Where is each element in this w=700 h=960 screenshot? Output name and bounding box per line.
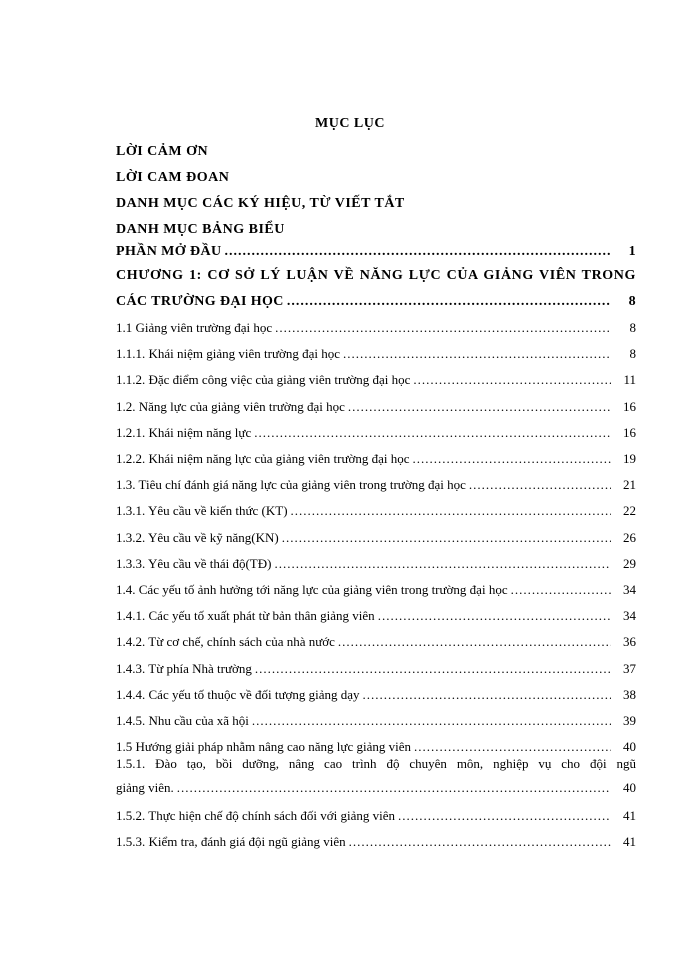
toc-entry: [116, 451, 636, 471]
toc-entry: [116, 425, 636, 445]
leader-dots: [338, 634, 611, 650]
toc-entry-label: 1.5.2. Thực hiện chế độ chính sách đối với giảng viên: [116, 808, 396, 823]
toc-entry-label: giảng viên.: [116, 780, 174, 795]
toc-entry-page: 36: [623, 634, 636, 650]
toc-entry-label: 1.4. Các yếu tố ảnh hưởng tới năng lực của giảng viên trong trường đại học: [116, 582, 508, 597]
leader-dots: [511, 582, 611, 598]
toc-title: MỤC LỤC: [315, 116, 385, 131]
toc-chapter1-line1: CHƯƠNG 1: CƠ SỞ LÝ LUẬN VỀ NĂNG LỰC CỦA GIẢNG VIÊN TRONG: [116, 268, 636, 283]
leader-dots: [469, 477, 611, 493]
toc-entry-label: 1.3.2. Yêu cầu về kỹ năng(KN): [116, 529, 279, 545]
toc-entry-page: 37: [623, 660, 636, 676]
toc-entry: [116, 582, 636, 602]
toc-head-declaration: LỜI CAM ĐOAN: [116, 170, 230, 185]
leader-dots: [348, 399, 611, 415]
leader-dots: [255, 661, 611, 677]
leader-dots: [414, 739, 611, 755]
toc-entry-label: 1.3. Tiêu chí đánh giá năng lực của giảng viên trong trường đại học: [116, 477, 466, 493]
toc-entry-label: 1.3.1. Yêu cầu về kiến thức (KT): [116, 503, 288, 519]
toc-entry: [116, 661, 636, 681]
toc-entry-page: 8: [628, 294, 636, 309]
toc-entry-page: 40: [623, 780, 636, 795]
toc-entry-label: 1.1.2. Đặc điểm công việc của giảng viên trường đại học: [116, 372, 411, 388]
toc-entry-page: 8: [629, 320, 636, 335]
toc-head-acknowledgement: LỜI CẢM ƠN: [116, 144, 209, 159]
leader-dots: [291, 503, 611, 519]
toc-entry-label: 1.1.1. Khái niệm giảng viên trường đại học: [116, 346, 341, 362]
toc-entry: [116, 713, 636, 733]
toc-entry: [116, 808, 636, 828]
toc-head-tables: DANH MỤC BẢNG BIỂU: [116, 222, 285, 237]
toc-entry-label: CÁC TRƯỜNG ĐẠI HỌC: [116, 294, 284, 309]
toc-entry-page: 34: [623, 582, 636, 597]
toc-entry-page: 34: [623, 608, 636, 624]
toc-entry: [116, 346, 636, 366]
leader-dots: [282, 530, 611, 546]
toc-entry-label: 1.5.3. Kiểm tra, đánh giá đội ngũ giảng viên: [116, 834, 346, 849]
toc-entry-page: 41: [623, 834, 636, 849]
toc-entry-label: 1.4.2. Từ cơ chế, chính sách của nhà nước: [116, 634, 335, 650]
toc-entry-page: 26: [623, 529, 636, 545]
toc-entry: [116, 399, 636, 419]
toc-entry-label: 1.4.4. Các yếu tố thuộc về đối tượng giảng dạy: [116, 686, 360, 702]
toc-entry-page: 21: [623, 477, 636, 493]
toc-entry-label: 1.2. Năng lực của giảng viên trường đại học: [116, 398, 345, 414]
toc-entry-151: [116, 780, 636, 800]
toc-entry: [116, 320, 636, 340]
leader-dots: [252, 713, 611, 729]
toc-entry-page: 8: [629, 346, 636, 362]
toc-entry-page: 40: [623, 739, 636, 755]
leader-dots: [287, 294, 611, 310]
toc-entry: [116, 503, 636, 523]
toc-entry: [116, 834, 636, 854]
toc-entry-label: 1.2.1. Khái niệm năng lực: [116, 424, 252, 440]
leader-dots: [398, 808, 611, 824]
toc-entry-151-line1: 1.5.1. Đào tạo, bồi dưỡng, nâng cao trình độ chuyên môn, nghiệp vụ cho đội ngũ: [116, 756, 636, 771]
toc-entry-label: 1.2.2. Khái niệm năng lực của giảng viên trường đại học: [116, 451, 410, 466]
leader-dots: [343, 346, 611, 362]
toc-entry: [116, 530, 636, 550]
toc-entry: [116, 477, 636, 497]
leader-dots: [177, 780, 611, 796]
toc-entry: [116, 687, 636, 707]
toc-entry-label: 1.3.3. Yêu cầu về thái độ(TĐ): [116, 555, 272, 571]
toc-head-abbreviations: DANH MỤC CÁC KÝ HIỆU, TỪ VIẾT TẮT: [116, 196, 405, 211]
leader-dots: [363, 687, 611, 703]
toc-entry-page: 38: [623, 686, 636, 702]
toc-entry: [116, 608, 636, 628]
leader-dots: [413, 451, 611, 467]
toc-entry-label: 1.4.3. Từ phía Nhà trường: [116, 660, 252, 676]
toc-entry: [116, 634, 636, 654]
toc-entry-label: 1.4.5. Nhu cầu của xã hội: [116, 713, 249, 728]
toc-entry-page: 16: [623, 398, 636, 414]
leader-dots: [254, 425, 611, 441]
toc-entry-intro: [116, 244, 636, 264]
toc-entry-label: PHẦN MỞ ĐẦU: [116, 244, 222, 259]
toc-entry: [116, 556, 636, 576]
toc-entry-page: 19: [623, 451, 636, 466]
toc-entry-label: 1.4.1. Các yếu tố xuất phát từ bản thân giảng viên: [116, 608, 375, 624]
leader-dots: [349, 834, 611, 850]
leader-dots: [378, 608, 611, 624]
leader-dots: [275, 320, 611, 336]
toc-entry-chapter1: [116, 294, 636, 314]
leader-dots: [225, 244, 612, 260]
toc-entry-page: 11: [623, 372, 636, 388]
toc-entry-page: 39: [623, 713, 636, 728]
toc-entry-page: 1: [628, 244, 636, 259]
toc-entry-page: 16: [623, 424, 636, 440]
toc-entry-page: 22: [623, 503, 636, 519]
leader-dots: [274, 556, 611, 572]
toc-entry-page: 29: [623, 555, 636, 571]
toc-entry-label: 1.5 Hướng giải pháp nhằm nâng cao năng lực giảng viên: [116, 739, 411, 755]
toc-entry-label: 1.1 Giảng viên trường đại học: [116, 320, 273, 335]
toc-entry: [116, 372, 636, 392]
toc-entry-page: 41: [623, 808, 636, 823]
leader-dots: [413, 372, 611, 388]
